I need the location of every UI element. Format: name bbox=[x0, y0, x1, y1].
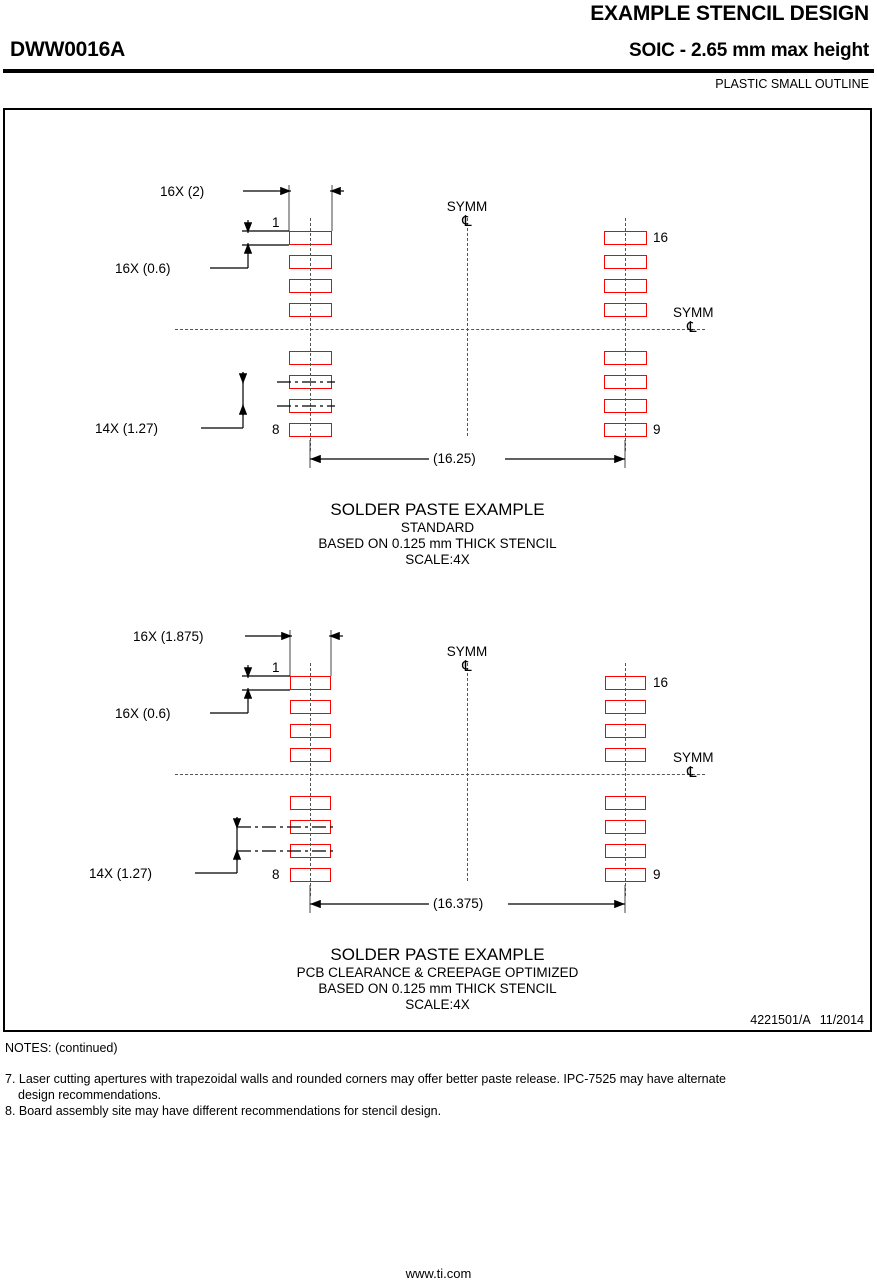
caption-line-4: SCALE:4X bbox=[405, 996, 470, 1012]
notes-body bbox=[5, 1071, 865, 1119]
span-label: (16.25) bbox=[433, 451, 476, 466]
centerline-glyph: ℄ bbox=[687, 318, 697, 337]
pin-number-8: 8 bbox=[272, 422, 280, 437]
symm-text: SYMM bbox=[446, 644, 488, 659]
pin-number-16: 16 bbox=[653, 675, 669, 690]
pin-number-8: 8 bbox=[272, 867, 280, 882]
aperture-width-label: 16X (0.6) bbox=[115, 706, 171, 721]
note-7-line-2: design recommendations. bbox=[18, 1088, 162, 1102]
symm-text: SYMM bbox=[673, 750, 714, 765]
caption-line-2: PCB CLEARANCE & CREEPAGE OPTIMIZED bbox=[296, 965, 579, 981]
symm-text: SYMM bbox=[673, 305, 714, 320]
caption-line-1: SOLDER PASTE EXAMPLE bbox=[330, 945, 545, 964]
drawing-frame bbox=[3, 108, 872, 1032]
symm-text: SYMM bbox=[446, 199, 488, 214]
caption-line-2: STANDARD bbox=[400, 520, 475, 536]
centerline-glyph: ℄ bbox=[687, 763, 697, 782]
part-number: DWW0016A bbox=[10, 38, 126, 61]
note-7-line-1: 7. Laser cutting apertures with trapezoidal walls and rounded corners may offer better paste release. IPC-7525 may have alternate bbox=[5, 1072, 727, 1086]
note-item bbox=[5, 1103, 865, 1119]
pin-number-9: 9 bbox=[653, 867, 661, 882]
aperture-length-label: 16X (1.875) bbox=[133, 629, 204, 644]
caption-optimized bbox=[5, 945, 870, 1013]
header-divider bbox=[3, 69, 874, 73]
pin-number-1: 1 bbox=[272, 215, 280, 230]
pin-number-1: 1 bbox=[272, 660, 280, 675]
caption-line-3: BASED ON 0.125 mm THICK STENCIL bbox=[318, 535, 557, 551]
note-8-line-1: 8. Board assembly site may have different recommendations for stencil design. bbox=[5, 1104, 442, 1118]
page-title: EXAMPLE STENCIL DESIGN bbox=[590, 2, 869, 25]
pin-number-16: 16 bbox=[653, 230, 669, 245]
drawing-date: 11/2014 bbox=[819, 1013, 864, 1027]
caption-line-3: BASED ON 0.125 mm THICK STENCIL bbox=[318, 980, 557, 996]
package-subtitle: SOIC - 2.65 mm max height bbox=[629, 40, 869, 61]
caption-line-4: SCALE:4X bbox=[405, 551, 470, 567]
note-item bbox=[5, 1071, 865, 1103]
centerline-glyph: ℄ bbox=[462, 657, 472, 676]
aperture-width-label: 16X (0.6) bbox=[115, 261, 171, 276]
drawing-number: 4221501/A bbox=[750, 1013, 811, 1027]
aperture-length-label: 16X (2) bbox=[160, 184, 205, 199]
notes-heading: NOTES: (continued) bbox=[5, 1041, 118, 1055]
drawing-number-block bbox=[750, 1013, 864, 1027]
pitch-label: 14X (1.27) bbox=[89, 866, 153, 881]
package-family: PLASTIC SMALL OUTLINE bbox=[715, 77, 869, 91]
centerline-glyph: ℄ bbox=[462, 212, 472, 231]
span-label: (16.375) bbox=[433, 896, 484, 911]
footer-url[interactable]: www.ti.com bbox=[405, 1266, 472, 1281]
pin-number-9: 9 bbox=[653, 422, 661, 437]
caption-line-1: SOLDER PASTE EXAMPLE bbox=[330, 500, 545, 519]
pitch-label: 14X (1.27) bbox=[95, 421, 159, 436]
